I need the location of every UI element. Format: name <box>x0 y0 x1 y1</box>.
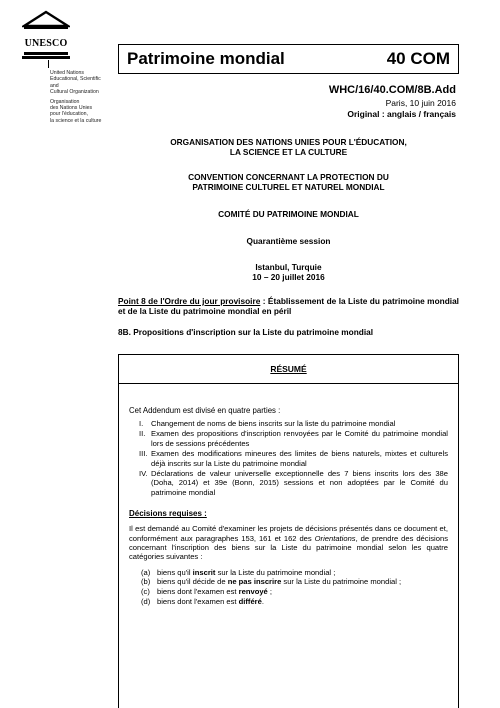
section-heading: 8B. Propositions d'inscription sur la Liste du patrimoine mondial <box>118 327 374 337</box>
organization-name: ORGANISATION DES NATIONS UNIES POUR L'ÉDUCATION, LA SCIENCE ET LA CULTURE <box>170 137 407 158</box>
summary-title: RÉSUMÉ <box>270 364 307 374</box>
unesco-logo <box>22 10 110 124</box>
list-item: I. Changement de noms de biens inscrits sur la liste du patrimoine mondial <box>139 419 396 428</box>
document-date: Paris, 10 juin 2016 <box>385 98 456 108</box>
meeting-location: Istanbul, Turquie 10 – 20 juillet 2016 <box>252 262 325 283</box>
unesco-org-name: United Nations Educational, Scientific and Cultural Organization Organisation des Nations Unies pour l'éducation, la science et la culture <box>50 70 102 124</box>
summary-intro: Cet Addendum est divisé en quatre parties : <box>129 406 281 415</box>
decisions-title: Décisions requises : <box>129 509 207 519</box>
unesco-temple-icon <box>22 10 70 68</box>
list-item: (b) biens qu'il décide de ne pas inscrire sur la Liste du patrimoine mondial ; <box>141 577 402 587</box>
list-item: (d) biens dont l'examen est différé. <box>141 596 264 606</box>
list-item: (a) biens qu'il inscrit sur la Liste du patrimoine mondial ; <box>141 567 336 577</box>
decisions-body: Il est demandé au Comité d'examiner les projets de décisions présentés dans ce document et, conformément aux paragraphes 153, 161 et 162 des Orientations, de prendre des décisions concernant l'inscription des biens sur la Liste du patrimoine mondial selon les quatre catégories suivantes : <box>129 524 448 562</box>
session-code: 40 COM <box>386 49 450 68</box>
divider <box>119 383 458 384</box>
document-references <box>329 84 456 119</box>
list-item: IV. Déclarations de valeur universelle exceptionnelle des 7 biens inscrits lors des 38e (Doha, 2014) et 39e (Bonn, 2015) sessions et non adoptées par le Comité du patrimoine mondial <box>139 469 448 497</box>
categories-list <box>141 568 448 606</box>
convention-name: CONVENTION CONCERNANT LA PROTECTION DU PATRIMOINE CULTUREL ET NATUREL MONDIAL <box>188 172 389 193</box>
list-item: II. Examen des propositions d'inscription renvoyées par le Comité du patrimoine mondial lors de sessions précédentes <box>139 429 448 448</box>
agenda-item-text: : Établissement de la Liste du patrimoine mondial et de la Liste du patrimoine mondial en péril <box>118 296 459 317</box>
session-name: Quarantième session <box>246 236 331 246</box>
committee-name: COMITÉ DU PATRIMOINE MONDIAL <box>218 209 359 219</box>
list-item: (c) biens dont l'examen est renvoyé ; <box>141 587 273 597</box>
document-original-language: Original : anglais / français <box>347 109 456 119</box>
list-item: III. Examen des modifications mineures des limites de biens naturels, mixtes et culturels déjà inscrits sur la Liste du patrimoine mondial <box>139 449 448 468</box>
document-header <box>118 44 459 74</box>
document-title: Patrimoine mondial <box>127 49 285 68</box>
summary-box <box>118 354 459 708</box>
agenda-item-label: Point 8 de l'Ordre du jour provisoire <box>118 296 261 306</box>
parts-list <box>139 419 448 497</box>
svg-text:UNESCO: UNESCO <box>24 38 68 49</box>
document-reference: WHC/16/40.COM/8B.Add <box>328 84 456 96</box>
agenda-item <box>118 296 459 317</box>
